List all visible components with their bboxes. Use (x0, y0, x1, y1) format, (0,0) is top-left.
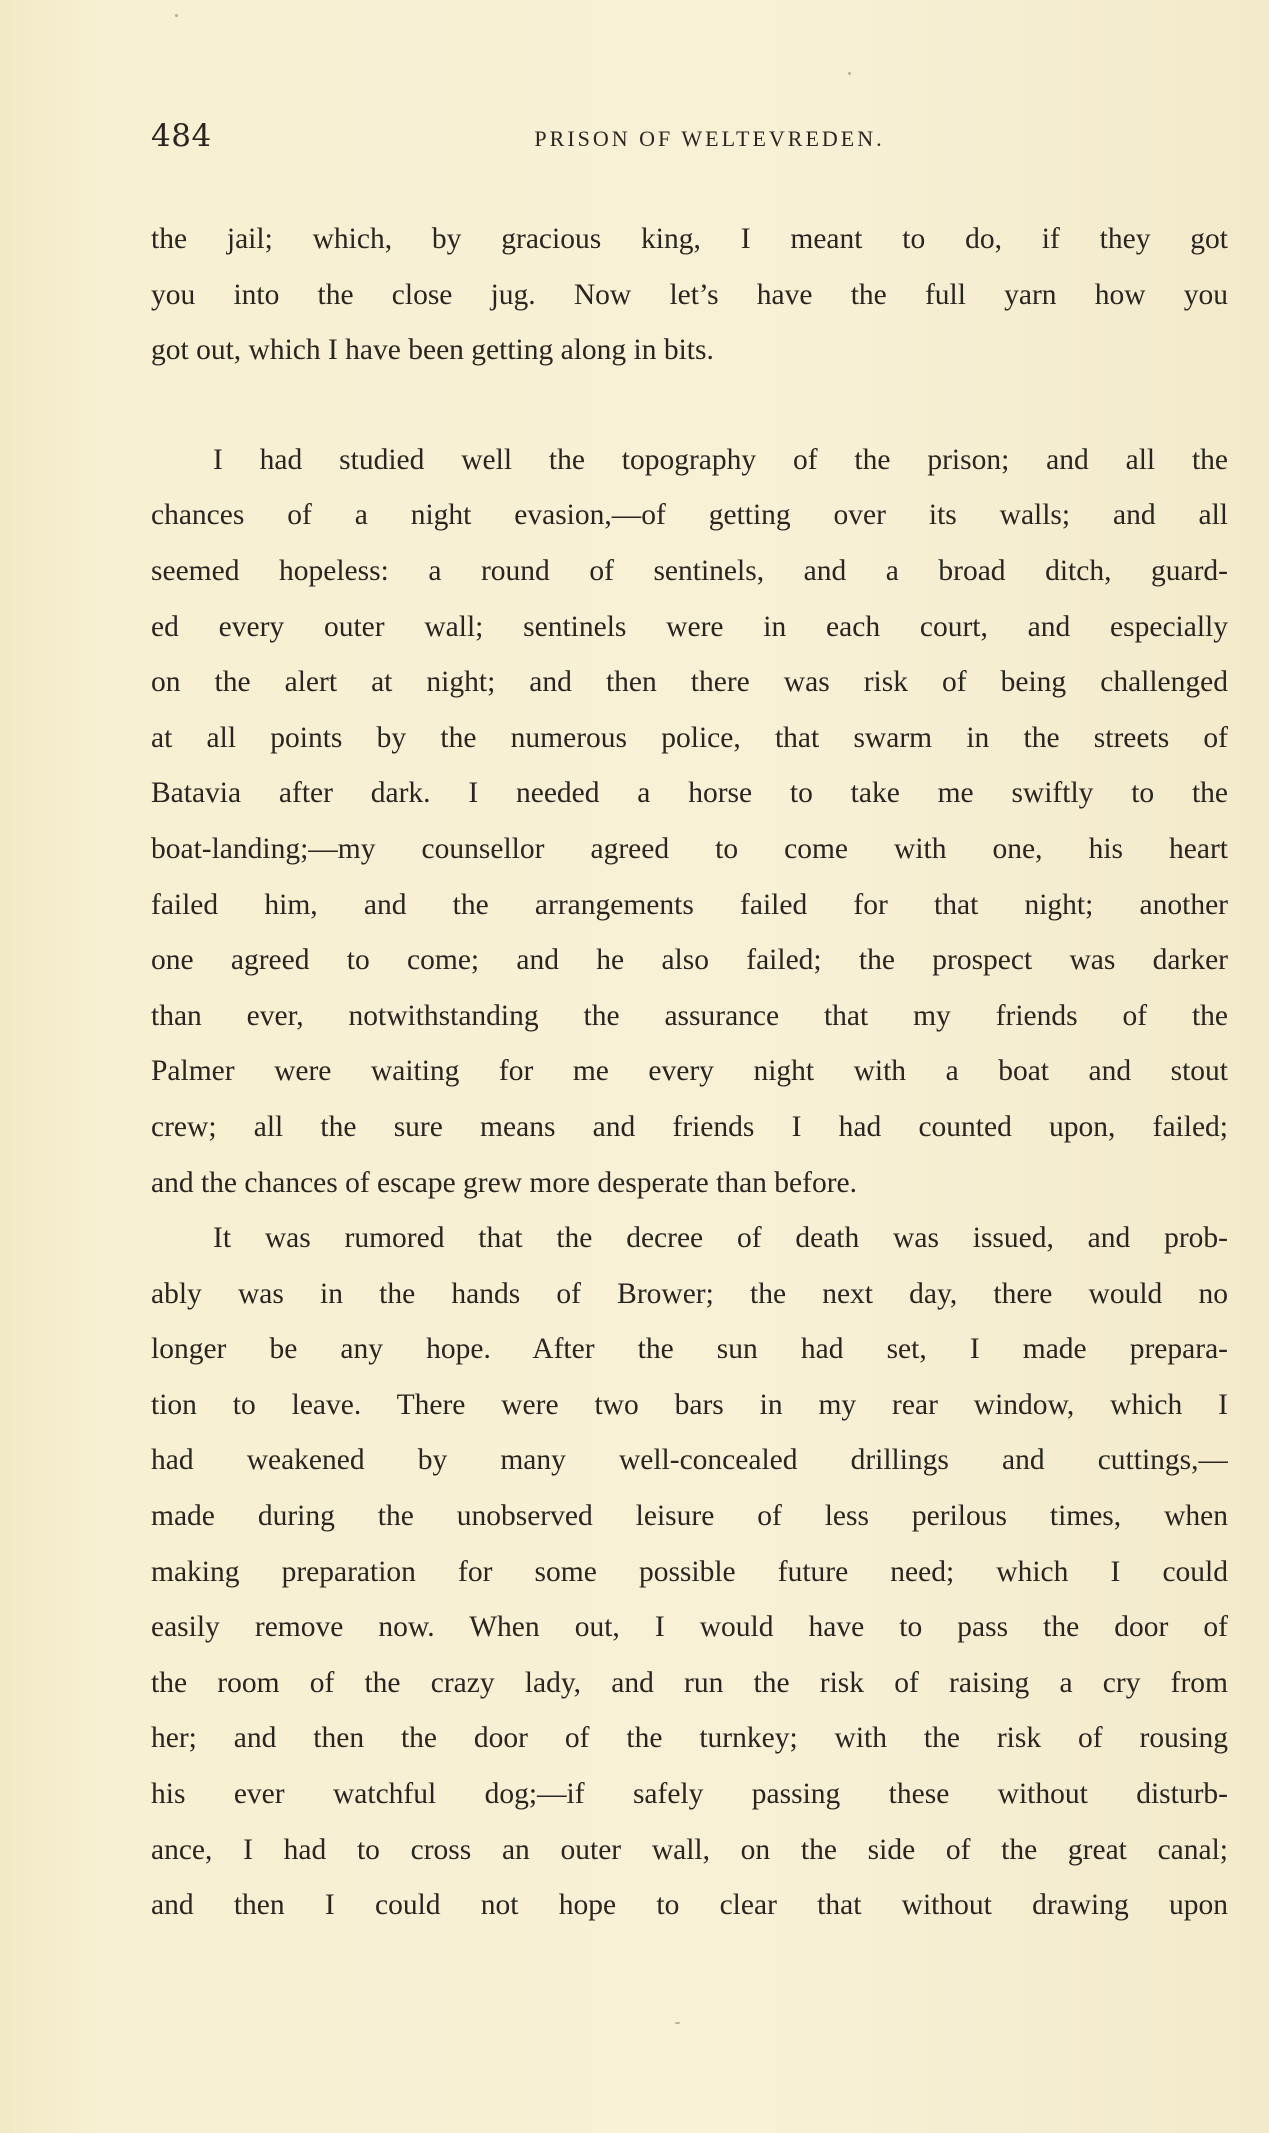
text-line: crew; all the sure means and friends I had counted upon, failed; (151, 1110, 1228, 1143)
paper-speck (848, 72, 851, 75)
text-line: one agreed to come; and he also failed; the prospect was darker (151, 944, 1228, 977)
text-line: I had studied well the topography of the prison; and all the (213, 443, 1228, 476)
text-line: failed him, and the arrangements failed for that night; another (151, 888, 1228, 921)
text-line: chances of a night evasion,—of getting over its walls; and all (151, 499, 1228, 532)
text-line: you into the close jug. Now let’s have the full yarn how you (151, 278, 1228, 311)
text-line: made during the unobserved leisure of less perilous times, when (151, 1500, 1228, 1533)
paragraph-gap (151, 379, 1228, 433)
text-line: her; and then the door of the turnkey; with the risk of rousing (151, 1722, 1228, 1755)
text-line: tion to leave. There were two bars in my rear window, which I (151, 1388, 1228, 1421)
text-line: and the chances of escape grew more desperate than before. (151, 1166, 857, 1199)
text-line: on the alert at night; and then there was risk of being challenged (151, 666, 1228, 699)
text-line: got out, which I have been getting along in bits. (151, 334, 714, 367)
paper-speck (675, 2022, 680, 2024)
text-line: had weakened by many well-concealed drillings and cuttings,— (151, 1444, 1228, 1477)
text-line: and then I could not hope to clear that without drawing upon (151, 1889, 1228, 1922)
text-line: making preparation for some possible future need; which I could (151, 1555, 1228, 1588)
text-line: his ever watchful dog;—if safely passing these without disturb- (151, 1778, 1228, 1811)
page-header (151, 118, 1228, 168)
text-line: the jail; which, by gracious king, I meant to do, if they got (151, 223, 1228, 255)
text-line: seemed hopeless: a round of sentinels, and a broad ditch, guard- (151, 554, 1228, 587)
text-line: ed every outer wall; sentinels were in each court, and especially (151, 610, 1228, 643)
text-line: at all points by the numerous police, that swarm in the streets of (151, 721, 1228, 754)
page-number: 484 (151, 118, 212, 154)
text-line: ably was in the hands of Brower; the next day, there would no (151, 1277, 1228, 1310)
text-line: Palmer were waiting for me every night with a boat and stout (151, 1055, 1228, 1088)
text-line: than ever, notwithstanding the assurance that my friends of the (151, 999, 1228, 1032)
text-line: Batavia after dark. I needed a horse to take me swiftly to the (151, 777, 1228, 810)
text-line: boat-landing;—my counsellor agreed to come with one, his heart (151, 832, 1228, 865)
running-head: PRISON OF WELTEVREDEN. (534, 126, 885, 151)
text-line: longer be any hope. After the sun had set, I made prepara- (151, 1333, 1228, 1366)
text-line: ance, I had to cross an outer wall, on the side of the great canal; (151, 1833, 1228, 1866)
text-line: the room of the crazy lady, and run the risk of raising a cry from (151, 1666, 1228, 1699)
text-line: easily remove now. When out, I would have to pass the door of (151, 1611, 1228, 1644)
text-line: It was rumored that the decree of death was issued, and prob- (213, 1222, 1228, 1255)
body-text (151, 212, 1228, 1934)
paper-speck (175, 14, 178, 17)
